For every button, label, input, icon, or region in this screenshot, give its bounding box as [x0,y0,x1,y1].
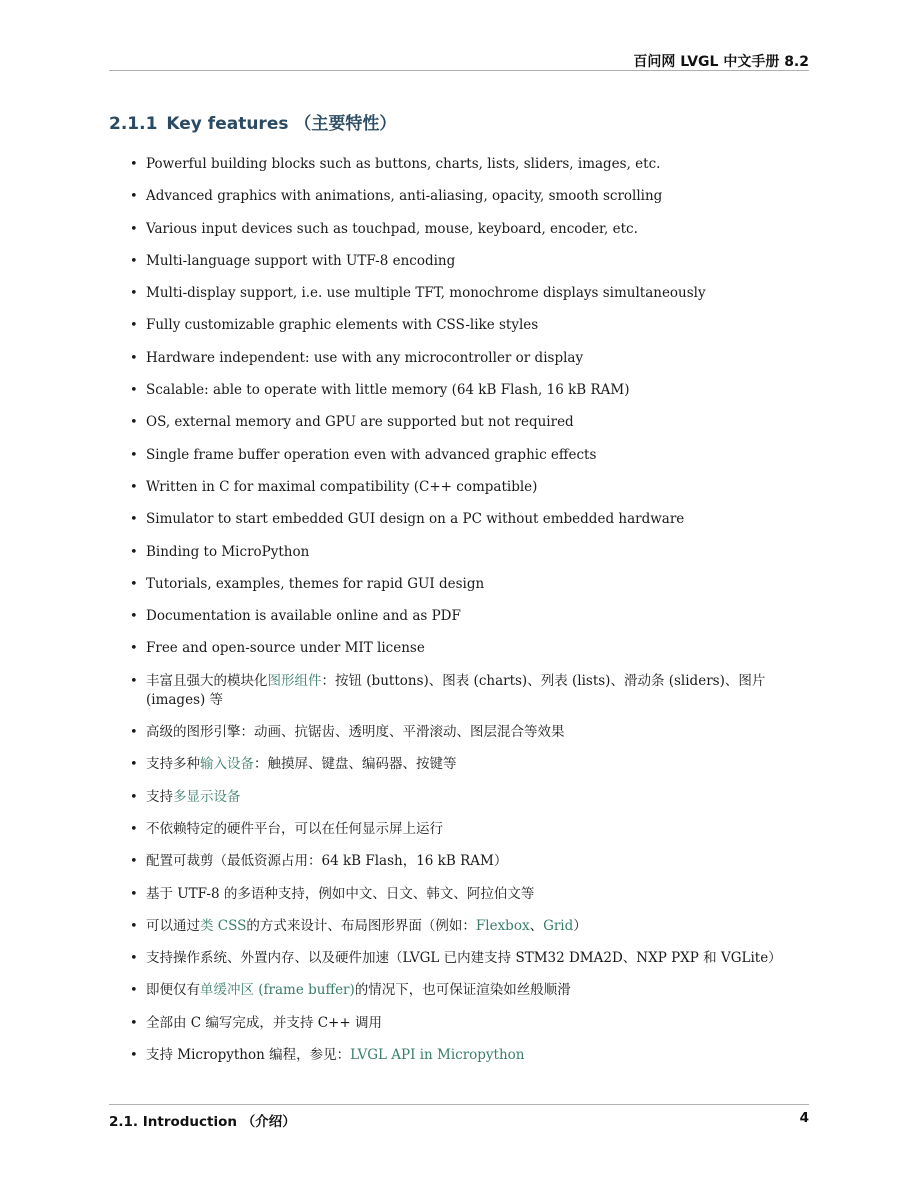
feature-text: 支持 Micropython 编程，参见： [146,1047,351,1064]
feature-list-item [130,820,812,839]
feature-list-item [130,723,812,742]
feature-text: ） [573,917,587,934]
bullet-icon: • [130,789,138,805]
feature-list-item [130,252,812,271]
feature-text: 可以通过 [146,917,200,934]
feature-text: Written in C for maximal compatibility (C++ compatible) [146,478,538,495]
bullet-icon: • [130,544,138,560]
feature-list-item [130,607,812,626]
feature-text: 基于 UTF-8 的多语种支持，例如中文、日文、韩文、阿拉伯文等 [146,885,535,902]
feature-list-item [130,788,812,807]
feature-text: ：触摸屏、键盘、编码器、按键等 [254,756,457,773]
feature-text: Hardware independent: use with any microcontroller or display [146,349,584,366]
feature-text: 支持 [146,788,173,805]
feature-link[interactable]: LVGL API in Micropython [350,1047,525,1064]
bullet-icon: • [130,983,138,999]
feature-text: Advanced graphics with animations, anti-aliasing, opacity, smooth scrolling [146,188,663,205]
feature-text: 支持多种 [146,756,200,773]
feature-link[interactable]: 多显示设备 [173,788,241,805]
page-number: 4 [799,1110,809,1126]
feature-list-item [130,852,812,871]
bullet-icon: • [130,383,138,399]
feature-list-item [130,446,812,465]
feature-link[interactable]: 图形组件 [267,672,322,689]
feature-text: 高级的图形引擎：动画、抗锯齿、透明度、平滑滚动、图层混合等效果 [146,724,565,741]
feature-list-item [130,755,812,774]
section-number: 2.1.1 [109,114,158,134]
bullet-icon: • [130,609,138,625]
feature-list-item [130,155,812,174]
feature-text: 支持操作系统、外置内存、以及硬件加速（LVGL 已内建支持 STM32 DMA2D、NXP PXP 和 VGLite） [146,950,782,967]
bullet-icon: • [130,189,138,205]
feature-text: Powerful building blocks such as buttons, charts, lists, sliders, images, etc. [146,156,661,172]
bullet-icon: • [130,415,138,431]
running-header-title: 百问网 LVGL 中文手册 8.2 [633,54,809,70]
feature-list-item [130,672,812,710]
feature-text: Various input devices such as touchpad, mouse, keyboard, encoder, etc. [146,220,638,237]
bullet-icon: • [130,221,138,237]
bullet-icon: • [130,641,138,657]
feature-list-item [130,885,812,904]
feature-text: ：按钮 (buttons)、图表 (charts)、列表 (lists)、滑动条 (sliders)、图片 (images) 等 [146,672,766,708]
feature-text: Free and open-source under MIT license [146,640,425,657]
feature-text: Single frame buffer operation even with advanced graphic effects [146,446,597,463]
feature-text: 的方式来设计、布局图形界面（例如： [246,917,476,934]
feature-link[interactable]: 单缓冲区 (frame buffer) [200,982,355,999]
bullet-icon: • [130,918,138,934]
feature-text: Fully customizable graphic elements with CSS-like styles [146,317,539,334]
bullet-icon: • [130,757,138,773]
footer-divider [109,1104,809,1105]
bullet-icon: • [130,886,138,902]
section-heading [109,109,396,134]
bullet-icon: • [130,1048,138,1064]
bullet-icon: • [130,951,138,967]
feature-list-item [130,949,812,968]
feature-text: Multi-display support, i.e. use multiple TFT, monochrome displays simultaneously [146,285,706,302]
feature-text: Multi-language support with UTF-8 encoding [146,252,456,269]
bullet-icon: • [130,821,138,837]
feature-text: 不依赖特定的硬件平台，可以在任何显示屏上运行 [146,820,443,837]
feature-list-item [130,381,812,400]
feature-text: Documentation is available online and as PDF [146,608,461,625]
feature-list-item [130,1014,812,1033]
feature-list [130,155,812,1078]
feature-text: 、 [529,917,544,934]
feature-list-item [130,543,812,562]
feature-link[interactable]: Flexbox [475,917,530,934]
section-title-text: Key features （主要特性） [166,114,397,134]
feature-list-item [130,316,812,335]
feature-list-item [130,917,812,936]
feature-text: 配置可裁剪（最低资源占用：64 kB Flash，16 kB RAM） [146,853,508,870]
feature-text: Binding to MicroPython [146,543,310,560]
feature-list-item [130,187,812,206]
header-divider [109,70,809,71]
feature-list-item [130,284,812,303]
feature-text: Simulator to start embedded GUI design on a PC without embedded hardware [146,511,685,528]
bullet-icon: • [130,447,138,463]
bullet-icon: • [130,1015,138,1031]
feature-text: Tutorials, examples, themes for rapid GUI design [146,575,485,592]
feature-link[interactable]: Grid [543,917,574,934]
bullet-icon: • [130,512,138,528]
feature-list-item [130,575,812,594]
feature-list-item [130,1046,812,1065]
bullet-icon: • [130,157,138,172]
feature-list-item [130,220,812,239]
feature-text: 即便仅有 [146,982,200,999]
bullet-icon: • [130,725,138,741]
bullet-icon: • [130,479,138,495]
feature-link[interactable]: 类 CSS [200,917,247,934]
feature-list-item [130,981,812,1000]
feature-text: Scalable: able to operate with little memory (64 kB Flash, 16 kB RAM) [146,382,630,399]
feature-list-item [130,349,812,368]
bullet-icon: • [130,854,138,870]
bullet-icon: • [130,253,138,269]
bullet-icon: • [130,286,138,302]
bullet-icon: • [130,350,138,366]
feature-text: 的情况下，也可保证渲染如丝般顺滑 [354,982,571,999]
feature-list-item [130,510,812,529]
feature-list-item [130,478,812,497]
feature-list-item [130,639,812,658]
bullet-icon: • [130,673,138,689]
feature-text: 丰富且强大的模块化 [146,672,268,689]
bullet-icon: • [130,318,138,334]
feature-text: OS, external memory and GPU are supported but not required [146,414,574,431]
feature-link[interactable]: 输入设备 [200,756,254,773]
bullet-icon: • [130,576,138,592]
feature-list-item [130,413,812,432]
footer-section-label: 2.1. Introduction （介绍） [109,1114,296,1130]
feature-text: 全部由 C 编写完成，并支持 C++ 调用 [146,1014,382,1031]
